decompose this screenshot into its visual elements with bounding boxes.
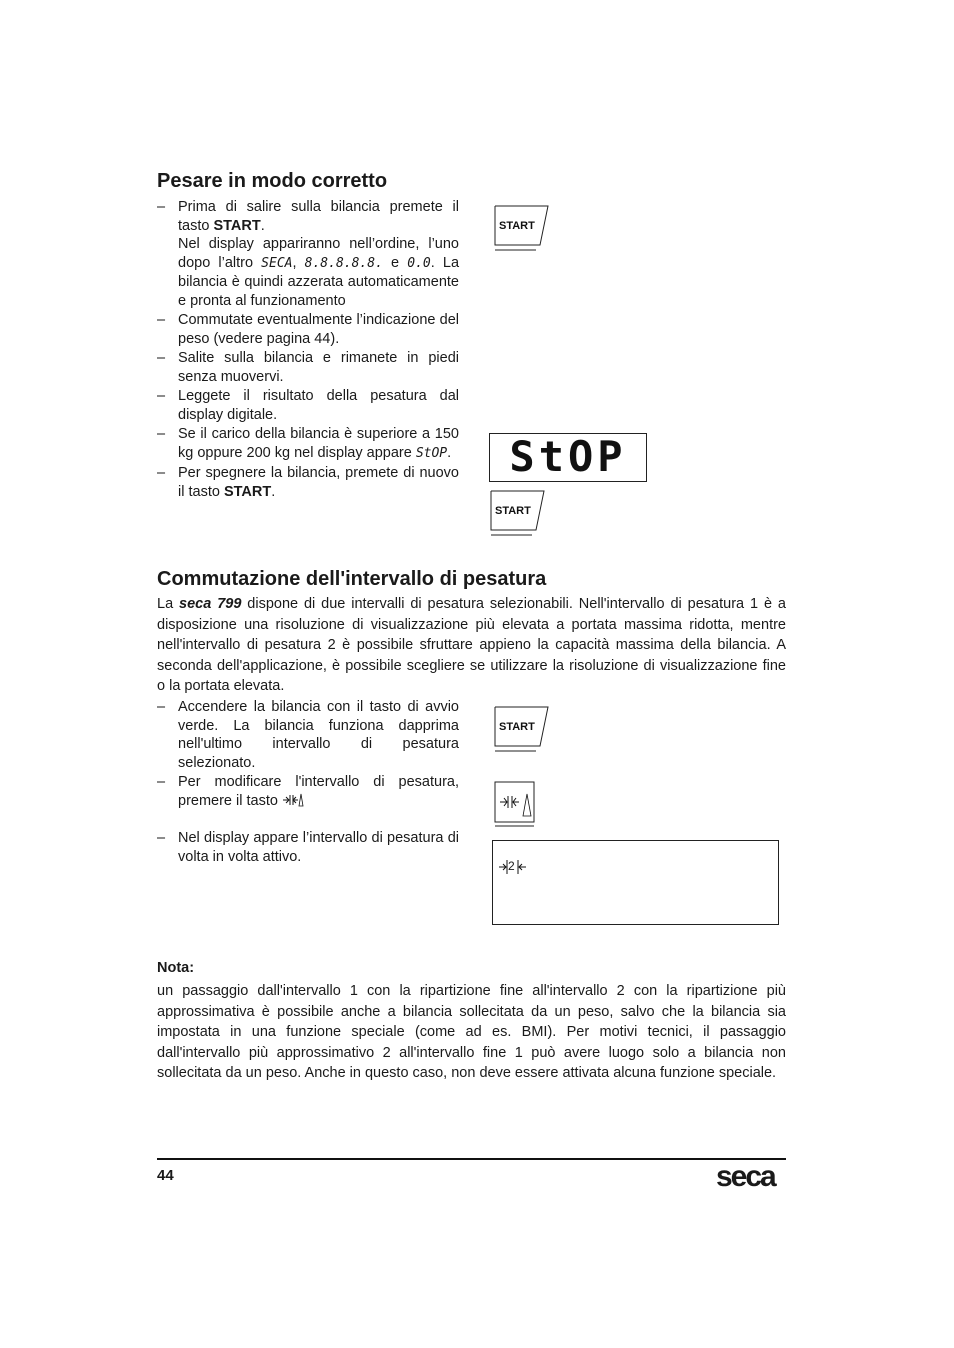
list-item: – Salite sulla bilancia e rimanete in piedi senza muovervi. (157, 349, 459, 386)
page-number: 44 (157, 1167, 174, 1184)
start-key-label: START (499, 220, 535, 232)
list-item: – Per spegnere la bilancia, premete di nuovo il tasto START. (157, 464, 459, 501)
lcd-display-stop (489, 433, 647, 482)
start-key-label: START (495, 505, 531, 517)
footer-divider (157, 1158, 786, 1160)
weighing-steps-list (157, 198, 459, 502)
section-title-weighing: Pesare in modo corretto (157, 170, 388, 192)
display-code-test: 8.8.8.8.8. (304, 255, 383, 271)
start-key-illustration (494, 205, 550, 253)
display-code-seca: SECA (261, 255, 293, 271)
list-item: – Prima di salire sulla bilancia premete il tasto START. Nel display appariranno nell’ordine, l’uno dopo l’altro SECA, 8.8.8.8.8. e 0.0. La bilancia è quindi azzerata automaticamente e pronta al funzionamento (157, 198, 459, 310)
list-item: – Accendere la bilancia con il tasto di avvio verde. La bilancia funziona dapprima nell'ultimo intervallo di pesatura selezionato. (157, 698, 459, 772)
start-key-illustration (494, 706, 550, 754)
list-item: – Leggete il risultato della pesatura dal display digitale. (157, 387, 459, 424)
start-key-illustration (490, 490, 546, 538)
display-code-stop: StOP (415, 445, 448, 461)
seca-logo: seca (716, 1160, 775, 1193)
range-switch-icon (282, 793, 304, 807)
list-item: – Se il carico della bilancia è superiore a 150 kg oppure 200 kg nel display appare StOP. (157, 425, 459, 463)
list-item: – Nel display appare l’intervallo di pesatura di volta in volta attivo. (157, 829, 459, 866)
display-code-zero: 0.0 (407, 255, 431, 271)
section-title-range-switch: Commutazione dell'intervallo di pesatura (157, 568, 547, 590)
lcd-stop-text: StOP (509, 432, 627, 481)
range-steps-list (157, 698, 459, 867)
note-title: Nota: (157, 960, 195, 976)
lcd-display-range (492, 840, 779, 925)
range-switch-key-illustration (494, 781, 536, 829)
brand-model: seca 799 (179, 596, 242, 612)
list-item: – Per modificare l'intervallo di pesatura, premere il tasto (157, 773, 459, 810)
range-indicator-number: 2 (508, 859, 515, 873)
range-intro-paragraph: La seca 799 dispone di due intervalli di pesatura selezionabili. Nell'intervallo di pesatura 1 è a disposizione una risoluzione di visualizzazione più elevata a portata massima ridotta, mentre nell'intervallo di pesatura 2 è possibile sfruttare appieno la capacità massima della bilancia. A seconda dell'applicazione, è possibile scegliere se utilizzare la risoluzione di visualizzazione fine o la portata elevata. (157, 596, 786, 694)
list-item: – Commutate eventualmente l’indicazione del peso (vedere pagina 44). (157, 311, 459, 348)
note-text: un passaggio dall'intervallo 1 con la ripartizione fine all'intervallo 2 con la ripartizione più approssimativa è possibile anche a bilancia sollecitata da un peso, salvo che la bilancia sia impostata in una funzione speciale (come ad es. BMI). Per motivi tecnici, il passaggio dall'intervallo più approssimativo 2 all'intervallo fine 1 può avere luogo solo a bilancia non sollecitata da un peso. Anche in questo caso, non deve essere attivata alcuna funzione speciale. (157, 983, 786, 1081)
start-key-label: START (499, 721, 535, 733)
range-indicator-icon (498, 858, 534, 876)
